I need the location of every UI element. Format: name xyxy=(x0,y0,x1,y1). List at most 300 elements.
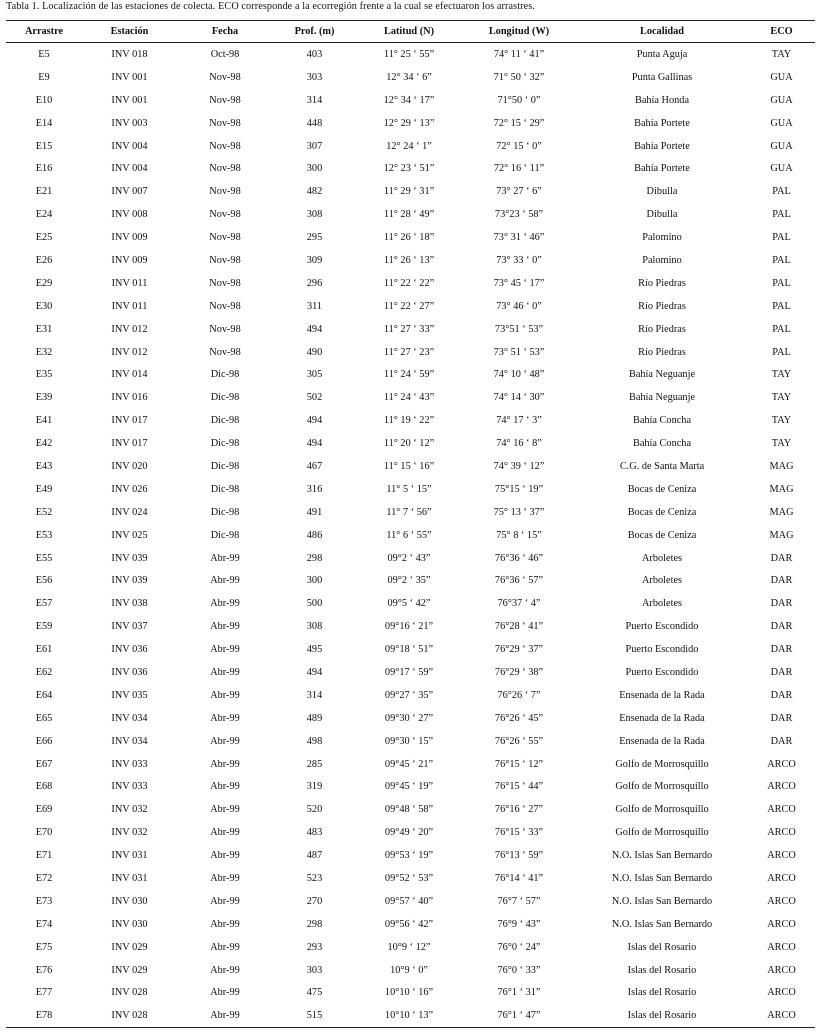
cell-localidad: Palomino xyxy=(642,254,682,266)
cell-profundidad: 494 xyxy=(306,438,323,450)
header-row xyxy=(6,21,815,43)
cell-eco: MAG xyxy=(769,529,794,541)
cell-profundidad: 502 xyxy=(306,392,323,404)
cell-fecha: Abr-99 xyxy=(210,804,240,816)
cell-localidad: Bahía Concha xyxy=(632,438,692,450)
cell-latitud: 09°17 ‘ 59” xyxy=(384,666,434,678)
cell-arrastre: E10 xyxy=(35,94,53,106)
cell-longitud: 73°51 ‘ 53” xyxy=(494,323,544,335)
cell-localidad: N.O. Islas San Bernardo xyxy=(611,918,713,930)
table-row xyxy=(6,226,815,249)
cell-arrastre: E77 xyxy=(35,987,53,999)
table-row xyxy=(6,1004,815,1027)
cell-estacion: INV 028 xyxy=(82,1004,177,1027)
cell-latitud: 09°30 ‘ 27” xyxy=(384,712,434,724)
cell-estacion: INV 020 xyxy=(111,460,148,472)
cell-estacion: INV 004 xyxy=(111,163,148,175)
cell-localidad: Islas del Rosario xyxy=(627,987,697,999)
table-row xyxy=(6,432,815,455)
cell-localidad: Bahía Portete xyxy=(634,163,690,175)
cell-localidad: Bocas de Ceniza xyxy=(627,529,697,541)
cell-profundidad: 495 xyxy=(306,644,323,656)
cell-fecha: Nov-98 xyxy=(209,300,241,312)
cell-fecha: Nov-98 xyxy=(209,186,241,198)
cell-longitud: 74° 39 ‘ 12” xyxy=(493,460,545,472)
cell-latitud: 12° 34 ‘ 6” xyxy=(386,71,432,83)
cell-arrastre: E69 xyxy=(35,804,53,816)
cell-localidad: Puerto Escondido xyxy=(625,644,699,656)
cell-arrastre: E5 xyxy=(38,48,50,60)
cell-eco: PAL xyxy=(772,277,791,289)
cell-estacion: INV 014 xyxy=(111,369,148,381)
cell-localidad: Punta Aguja xyxy=(636,48,688,60)
cell-profundidad: 311 xyxy=(306,300,323,312)
cell-arrastre: E57 xyxy=(35,598,53,610)
cell-profundidad: 467 xyxy=(306,460,323,472)
cell-estacion: INV 034 xyxy=(111,735,148,747)
cell-localidad: Bocas de Ceniza xyxy=(627,483,697,495)
table-row xyxy=(6,112,815,135)
table-row xyxy=(6,295,815,318)
cell-localidad: Golfo de Morrosquillo xyxy=(615,827,709,839)
cell-localidad: Arboletes xyxy=(641,575,683,587)
cell-arrastre: E9 xyxy=(38,71,50,83)
cell-estacion: INV 031 xyxy=(111,850,148,862)
cell-estacion: INV 030 xyxy=(111,918,148,930)
cell-longitud: 76°26 ‘ 45” xyxy=(494,712,544,724)
cell-longitud: 74° 10 ‘ 48” xyxy=(493,369,545,381)
cell-fecha: Abr-99 xyxy=(210,895,240,907)
column-header-longitud: Longitud (W) xyxy=(462,21,576,43)
cell-fecha: Nov-98 xyxy=(209,140,241,152)
column-header-latitud: Latitud (N) xyxy=(356,21,462,43)
table-row xyxy=(6,913,815,936)
cell-estacion: INV 028 xyxy=(111,987,148,999)
cell-estacion: INV 003 xyxy=(111,117,148,129)
cell-longitud: 76°36 ‘ 57” xyxy=(494,575,544,587)
cell-localidad: Islas del Rosario xyxy=(627,964,697,976)
cell-estacion: INV 037 xyxy=(111,621,148,633)
cell-fecha: Abr-99 xyxy=(210,827,240,839)
cell-latitud: 09°57 ‘ 40” xyxy=(384,895,434,907)
column-header-profundidad: Prof. (m) xyxy=(273,21,356,43)
cell-longitud: 76°15 ‘ 12” xyxy=(494,758,544,770)
cell-fecha: Nov-98 xyxy=(209,94,241,106)
cell-eco: DAR xyxy=(770,712,793,724)
cell-estacion: INV 009 xyxy=(111,254,148,266)
cell-profundidad: 498 xyxy=(306,735,323,747)
cell-localidad: N.O. Islas San Bernardo xyxy=(611,873,713,884)
cell-eco: ARCO xyxy=(767,781,796,793)
cell-latitud: 11° 25 ‘ 55” xyxy=(383,48,435,60)
cell-profundidad: 296 xyxy=(306,277,323,289)
cell-profundidad: 486 xyxy=(306,529,323,541)
cell-profundidad: 314 xyxy=(306,94,323,106)
cell-latitud: 11° 27 ‘ 33” xyxy=(383,323,435,335)
column-header-arrastre: Arrastre xyxy=(6,21,82,43)
cell-arrastre: E56 xyxy=(35,575,53,587)
cell-localidad: Bahía Honda xyxy=(634,94,690,106)
stations-table xyxy=(6,20,815,1028)
cell-eco: MAG xyxy=(769,483,794,495)
cell-fecha: Abr-99 xyxy=(210,781,240,793)
cell-localidad: Dibulla xyxy=(646,186,678,198)
cell-eco: DAR xyxy=(770,689,793,701)
table-row xyxy=(6,638,815,661)
cell-longitud: 71°50 ‘ 0” xyxy=(497,94,541,106)
cell-arrastre: E72 xyxy=(35,873,53,884)
cell-fecha: Nov-98 xyxy=(209,163,241,175)
cell-localidad: Punta Gallinas xyxy=(631,71,693,83)
cell-latitud: 11° 24 ‘ 43” xyxy=(383,392,435,404)
cell-fecha: Nov-98 xyxy=(209,323,241,335)
cell-longitud: 75°15 ‘ 19” xyxy=(494,483,544,495)
cell-longitud: 76°28 ‘ 41” xyxy=(494,621,544,633)
cell-estacion: INV 017 xyxy=(111,438,148,450)
cell-profundidad: 307 xyxy=(306,140,323,152)
cell-profundidad: 448 xyxy=(306,117,323,129)
table-row xyxy=(6,409,815,432)
cell-estacion: INV 029 xyxy=(111,964,148,976)
cell-profundidad: 515 xyxy=(273,1004,356,1027)
table-row xyxy=(6,592,815,615)
cell-fecha: Nov-98 xyxy=(209,346,241,358)
cell-eco: PAL xyxy=(772,300,791,312)
cell-profundidad: 494 xyxy=(306,323,323,335)
cell-eco: PAL xyxy=(772,254,791,266)
cell-localidad: Ensenada de la Rada xyxy=(619,712,705,724)
cell-fecha: Abr-99 xyxy=(210,644,240,656)
cell-arrastre: E71 xyxy=(35,850,53,862)
cell-longitud: 74° 16 ‘ 8” xyxy=(496,438,542,450)
cell-latitud: 09°5 ‘ 42” xyxy=(387,598,431,610)
table-row xyxy=(6,478,815,501)
cell-fecha: Dic-98 xyxy=(210,392,240,404)
table-row xyxy=(6,821,815,844)
table-row xyxy=(6,89,815,112)
cell-localidad: Río Piedras xyxy=(638,277,686,289)
cell-profundidad: 303 xyxy=(306,964,323,976)
table-header xyxy=(6,21,815,43)
cell-profundidad: 305 xyxy=(306,369,323,381)
cell-latitud: 11° 24 ‘ 59” xyxy=(383,369,435,381)
cell-longitud: 76°0 ‘ 33” xyxy=(497,964,541,976)
cell-latitud: 11° 22 ‘ 22” xyxy=(383,277,435,289)
cell-longitud: 76°15 ‘ 33” xyxy=(494,827,544,839)
column-header-eco: ECO xyxy=(748,21,815,43)
table-row xyxy=(6,203,815,226)
table-row xyxy=(6,730,815,753)
column-header-estacion: Estación xyxy=(82,21,177,43)
cell-profundidad: 308 xyxy=(306,209,323,221)
cell-fecha: Abr-99 xyxy=(210,575,240,587)
cell-profundidad: 293 xyxy=(306,941,323,953)
cell-estacion: INV 034 xyxy=(111,712,148,724)
table-row xyxy=(6,707,815,730)
cell-eco: DAR xyxy=(770,644,793,656)
cell-profundidad: 494 xyxy=(306,415,323,427)
cell-localidad: Puerto Escondido xyxy=(625,621,699,633)
cell-estacion: INV 024 xyxy=(111,506,148,518)
cell-latitud: 09°49 ‘ 20” xyxy=(384,827,434,839)
table-row xyxy=(6,982,815,1005)
cell-longitud: 76°26 ‘ 7” xyxy=(497,689,541,701)
cell-localidad: Bahía Neguanje xyxy=(628,392,696,404)
cell-localidad: Islas del Rosario xyxy=(627,941,697,953)
cell-latitud: 11° 27 ‘ 23” xyxy=(383,346,435,358)
cell-eco: DAR xyxy=(770,735,793,747)
cell-latitud: 11° 26 ‘ 13” xyxy=(383,254,435,266)
table-row xyxy=(6,867,815,890)
cell-profundidad: 520 xyxy=(306,804,323,816)
cell-eco: ARCO xyxy=(767,987,796,999)
table-row xyxy=(6,798,815,821)
cell-estacion: INV 007 xyxy=(111,186,148,198)
cell-longitud: 76°29 ‘ 37” xyxy=(494,644,544,656)
cell-longitud: 76°1 ‘ 47” xyxy=(462,1004,576,1027)
cell-estacion: INV 018 xyxy=(111,48,148,60)
cell-arrastre: E49 xyxy=(35,483,53,495)
cell-latitud: 10°10 ‘ 13” xyxy=(356,1004,462,1027)
cell-fecha: Nov-98 xyxy=(209,209,241,221)
cell-estacion: INV 011 xyxy=(111,277,148,289)
cell-profundidad: 300 xyxy=(306,575,323,587)
cell-eco: ARCO xyxy=(767,827,796,839)
cell-estacion: INV 009 xyxy=(111,232,148,244)
cell-eco: PAL xyxy=(772,232,791,244)
cell-arrastre: E70 xyxy=(35,827,53,839)
table-row xyxy=(6,318,815,341)
cell-profundidad: 308 xyxy=(306,621,323,633)
cell-latitud: 10°9 ‘ 12” xyxy=(387,941,431,953)
cell-latitud: 11° 15 ‘ 16” xyxy=(383,460,435,472)
cell-eco: ARCO xyxy=(767,873,796,884)
cell-longitud: 76°7 ‘ 57” xyxy=(497,895,541,907)
cell-latitud: 09°52 ‘ 53” xyxy=(384,873,434,884)
cell-fecha: Dic-98 xyxy=(210,483,240,495)
cell-localidad: Bahía Portete xyxy=(634,140,690,152)
cell-localidad: Río Piedras xyxy=(638,300,686,312)
cell-localidad: Río Piedras xyxy=(638,323,686,335)
cell-latitud: 12° 24 ‘ 1” xyxy=(386,140,432,152)
cell-arrastre: E59 xyxy=(35,621,53,633)
table-row xyxy=(6,661,815,684)
table-row xyxy=(6,547,815,570)
cell-arrastre: E35 xyxy=(35,369,53,381)
cell-eco: ARCO xyxy=(767,850,796,862)
cell-fecha: Abr-99 xyxy=(210,758,240,770)
cell-eco: ARCO xyxy=(748,1004,815,1027)
cell-fecha: Abr-99 xyxy=(210,850,240,862)
table-row xyxy=(6,363,815,386)
column-header-fecha: Fecha xyxy=(177,21,273,43)
cell-arrastre: E73 xyxy=(35,895,53,907)
cell-estacion: INV 036 xyxy=(111,666,148,678)
cell-longitud: 76°13 ‘ 59” xyxy=(494,850,544,862)
cell-latitud: 11° 5 ‘ 15” xyxy=(386,483,432,495)
cell-longitud: 76°15 ‘ 44” xyxy=(494,781,544,793)
table-row xyxy=(6,135,815,158)
cell-latitud: 09°48 ‘ 58” xyxy=(384,804,434,816)
table-body xyxy=(6,43,815,1028)
cell-profundidad: 523 xyxy=(306,873,323,884)
cell-arrastre: E21 xyxy=(35,186,53,198)
cell-eco: GUA xyxy=(770,71,793,83)
cell-latitud: 11° 28 ‘ 49” xyxy=(383,209,435,221)
cell-estacion: INV 039 xyxy=(111,575,148,587)
table-row xyxy=(6,753,815,776)
cell-fecha: Nov-98 xyxy=(209,71,241,83)
cell-latitud: 11° 29 ‘ 31” xyxy=(383,186,435,198)
cell-estacion: INV 029 xyxy=(111,941,148,953)
cell-eco: TAY xyxy=(771,392,792,404)
cell-estacion: INV 001 xyxy=(111,94,148,106)
cell-estacion: INV 011 xyxy=(111,300,148,312)
cell-latitud: 09°16 ‘ 21” xyxy=(384,621,434,633)
cell-fecha: Abr-99 xyxy=(210,712,240,724)
cell-arrastre: E75 xyxy=(35,941,53,953)
cell-latitud: 09°45 ‘ 19” xyxy=(384,781,434,793)
cell-eco: ARCO xyxy=(767,758,796,770)
column-header-localidad: Localidad xyxy=(576,21,748,43)
cell-localidad: N.O. Islas San Bernardo xyxy=(611,895,713,907)
table-row xyxy=(6,890,815,913)
cell-fecha: Abr-99 xyxy=(210,666,240,678)
cell-fecha: Abr-99 xyxy=(210,598,240,610)
cell-profundidad: 319 xyxy=(306,781,323,793)
cell-arrastre: E24 xyxy=(35,209,53,221)
cell-localidad: Golfo de Morrosquillo xyxy=(615,781,709,793)
cell-longitud: 76°16 ‘ 27” xyxy=(494,804,544,816)
cell-fecha: Abr-99 xyxy=(210,964,240,976)
cell-arrastre: E66 xyxy=(35,735,53,747)
cell-localidad: Arboletes xyxy=(641,598,683,610)
cell-localidad: Dibulla xyxy=(646,209,678,221)
table-caption: Tabla 1. Localización de las estaciones de colecta. ECO corresponde a la ecorregión frente a la cual se efectuaron los arrastres. xyxy=(6,1,535,12)
table-row xyxy=(6,501,815,524)
cell-longitud: 72° 15 ‘ 0” xyxy=(496,140,542,152)
cell-fecha: Abr-99 xyxy=(210,987,240,999)
cell-localidad: Golfo de Morrosquillo xyxy=(615,758,709,770)
cell-latitud: 09°2 ‘ 35” xyxy=(387,575,431,587)
cell-eco: TAY xyxy=(771,415,792,427)
cell-estacion: INV 035 xyxy=(111,689,148,701)
cell-arrastre: E39 xyxy=(35,392,53,404)
table-row xyxy=(6,524,815,547)
cell-fecha: Abr-99 xyxy=(210,918,240,930)
cell-fecha: Oct-98 xyxy=(210,48,240,60)
cell-fecha: Dic-98 xyxy=(210,506,240,518)
cell-fecha: Abr-99 xyxy=(210,873,240,884)
cell-profundidad: 500 xyxy=(306,598,323,610)
cell-eco: TAY xyxy=(771,48,792,60)
cell-arrastre: E30 xyxy=(35,300,53,312)
cell-localidad: C.G. de Santa Marta xyxy=(619,460,705,472)
table-row xyxy=(6,776,815,799)
cell-eco: ARCO xyxy=(767,895,796,907)
cell-profundidad: 298 xyxy=(306,552,323,564)
cell-longitud: 73° 27 ‘ 6” xyxy=(496,186,542,198)
cell-longitud: 76°29 ‘ 38” xyxy=(494,666,544,678)
cell-estacion: INV 012 xyxy=(111,346,148,358)
cell-longitud: 76°0 ‘ 24” xyxy=(497,941,541,953)
cell-profundidad: 295 xyxy=(306,232,323,244)
table-row xyxy=(6,936,815,959)
cell-arrastre: E41 xyxy=(35,415,53,427)
cell-fecha: Nov-98 xyxy=(209,254,241,266)
cell-profundidad: 494 xyxy=(306,666,323,678)
cell-longitud: 73° 45 ‘ 17” xyxy=(493,277,545,289)
cell-estacion: INV 012 xyxy=(111,323,148,335)
cell-arrastre: E25 xyxy=(35,232,53,244)
cell-arrastre: E74 xyxy=(35,918,53,930)
cell-estacion: INV 032 xyxy=(111,804,148,816)
cell-localidad: Bocas de Ceniza xyxy=(627,506,697,518)
cell-estacion: INV 017 xyxy=(111,415,148,427)
cell-arrastre: E42 xyxy=(35,438,53,450)
cell-latitud: 09°56 ‘ 42” xyxy=(384,918,434,930)
cell-estacion: INV 026 xyxy=(111,483,148,495)
cell-fecha: Abr-99 xyxy=(210,735,240,747)
cell-longitud: 73° 46 ‘ 0” xyxy=(496,300,542,312)
cell-latitud: 12° 23 ‘ 51” xyxy=(383,163,435,175)
table-row xyxy=(6,684,815,707)
cell-longitud: 76°1 ‘ 31” xyxy=(497,987,541,999)
cell-latitud: 12° 29 ‘ 13” xyxy=(383,117,435,129)
cell-profundidad: 491 xyxy=(306,506,323,518)
cell-profundidad: 316 xyxy=(306,483,323,495)
cell-estacion: INV 030 xyxy=(111,895,148,907)
cell-eco: GUA xyxy=(770,94,793,106)
cell-arrastre: E52 xyxy=(35,506,53,518)
cell-fecha: Dic-98 xyxy=(210,438,240,450)
cell-eco: DAR xyxy=(770,575,793,587)
cell-latitud: 09°53 ‘ 19” xyxy=(384,850,434,862)
cell-eco: ARCO xyxy=(767,918,796,930)
cell-estacion: INV 001 xyxy=(111,71,148,83)
cell-longitud: 76°9 ‘ 43” xyxy=(497,918,541,930)
cell-longitud: 71° 50 ‘ 32” xyxy=(493,71,545,83)
cell-fecha: Dic-98 xyxy=(210,460,240,472)
cell-profundidad: 285 xyxy=(306,758,323,770)
cell-longitud: 75° 8 ‘ 15” xyxy=(496,529,542,541)
cell-eco: GUA xyxy=(770,140,793,152)
table-row xyxy=(6,180,815,203)
cell-latitud: 11° 22 ‘ 27” xyxy=(383,300,435,312)
cell-profundidad: 475 xyxy=(306,987,323,999)
cell-eco: TAY xyxy=(771,369,792,381)
cell-longitud: 75° 13 ‘ 37” xyxy=(493,506,545,518)
cell-arrastre: E65 xyxy=(35,712,53,724)
cell-profundidad: 309 xyxy=(306,254,323,266)
table-row xyxy=(6,569,815,592)
cell-arrastre: E76 xyxy=(35,964,53,976)
cell-eco: DAR xyxy=(770,666,793,678)
cell-profundidad: 489 xyxy=(306,712,323,724)
cell-latitud: 10°10 ‘ 16” xyxy=(384,987,434,999)
cell-profundidad: 483 xyxy=(306,827,323,839)
cell-localidad: Arboletes xyxy=(641,552,683,564)
cell-latitud: 09°2 ‘ 43” xyxy=(387,552,431,564)
cell-estacion: INV 036 xyxy=(111,644,148,656)
cell-localidad: Ensenada de la Rada xyxy=(619,689,705,701)
cell-estacion: INV 033 xyxy=(111,781,148,793)
cell-latitud: 09°27 ‘ 35” xyxy=(384,689,434,701)
cell-arrastre: E16 xyxy=(35,163,53,175)
cell-profundidad: 403 xyxy=(306,48,323,60)
cell-localidad: Bahía Concha xyxy=(632,415,692,427)
cell-eco: MAG xyxy=(769,506,794,518)
